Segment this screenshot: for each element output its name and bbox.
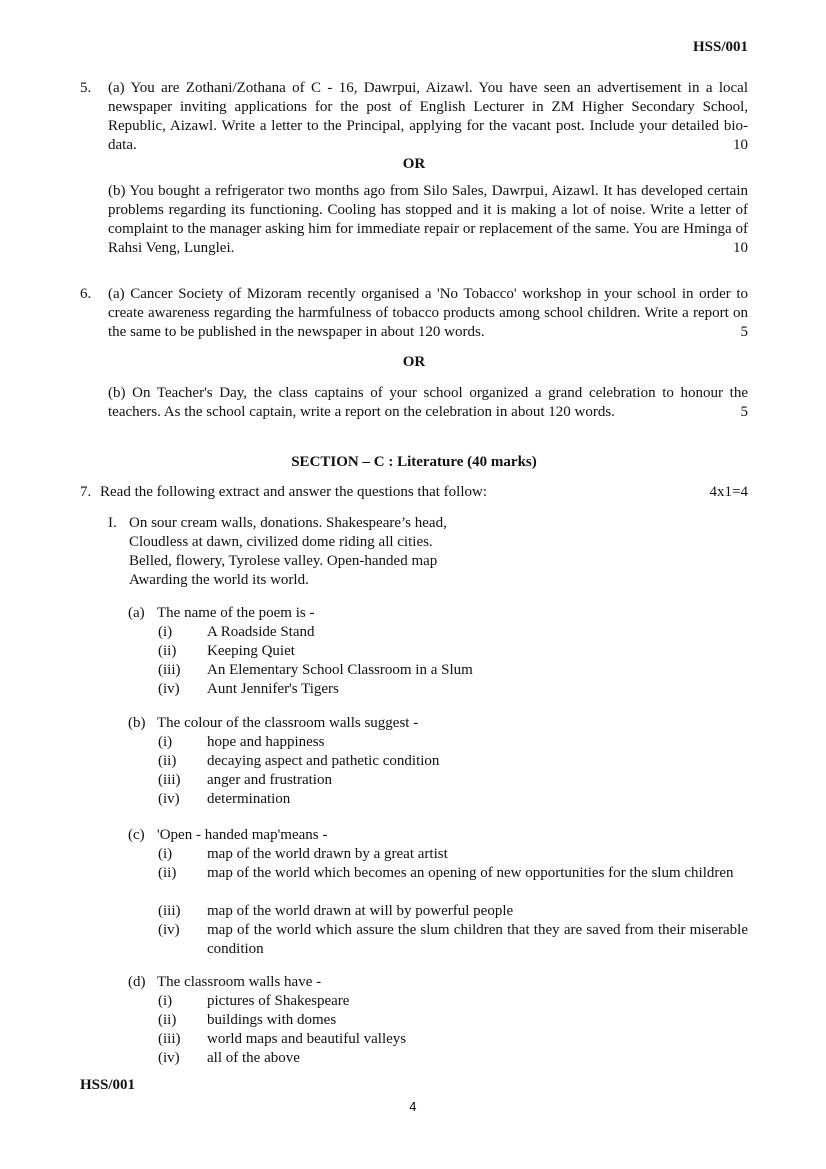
sub-question-stem: The name of the poem is -: [157, 605, 315, 621]
option-text: Aunt Jennifer's Tigers: [207, 681, 339, 697]
option-label: (ii): [158, 1012, 177, 1028]
option-label: (ii): [158, 865, 177, 881]
option-label: (ii): [158, 643, 177, 659]
option-text: map of the world drawn by a great artist: [207, 846, 448, 862]
poem-line: Belled, flowery, Tyrolese valley. Open-handed map: [129, 553, 438, 569]
or-divider: OR: [402, 354, 426, 370]
option-text: An Elementary School Classroom in a Slum: [207, 662, 473, 678]
sub-question-stem: 'Open - handed map'means -: [157, 827, 328, 843]
sub-question-label: (d): [128, 974, 146, 990]
marks: 10: [733, 240, 748, 256]
option-text: decaying aspect and pathetic condition: [207, 753, 440, 769]
sub-question-label: (a): [128, 605, 145, 621]
option-text: map of the world which becomes an opening of new opportunities for the slum children: [207, 865, 734, 881]
question-6a-text: [108, 285, 748, 342]
option-text: determination: [207, 791, 291, 807]
marks: 5: [740, 404, 748, 420]
option-label: (ii): [158, 753, 177, 769]
option-text: buildings with domes: [207, 1012, 337, 1028]
poem-line: Awarding the world its world.: [129, 572, 309, 588]
option-label: (iii): [158, 662, 181, 678]
option-text: all of the above: [207, 1050, 300, 1066]
poem-line: Cloudless at dawn, civilized dome riding all cities.: [129, 534, 433, 550]
option-text: map of the world which assure the slum children that they are saved from their miserable condition: [207, 922, 748, 957]
option-label: (iv): [158, 681, 180, 697]
option-text: world maps and beautiful valleys: [207, 1031, 407, 1047]
option-text: A Roadside Stand: [207, 624, 315, 640]
extract-number: I.: [108, 515, 117, 531]
option-label: (iii): [158, 772, 181, 788]
page-number: 4: [409, 1100, 417, 1114]
question-text: (a) You are Zothani/Zothana of C - 16, Dawrpui, Aizawl. You have seen an advertisement in a local newspaper inviting applications for the post of English Lecturer in ZM Higher Secondary School, Republic, Aizawl. Write a letter to the Principal, applying for the vacant post. Include your detailed bio-data.: [108, 80, 748, 153]
option-text: hope and happiness: [207, 734, 325, 750]
poem-extract: [108, 514, 628, 594]
marks: 4x1=4: [709, 484, 748, 500]
option-text: Keeping Quiet: [207, 643, 295, 659]
poem-line: On sour cream walls, donations. Shakespeare’s head,: [129, 515, 447, 531]
option-label: (iv): [158, 791, 180, 807]
option-text: map of the world drawn at will by powerful people: [207, 903, 514, 919]
footer-code: HSS/001: [80, 1077, 136, 1093]
option-label: (iii): [158, 903, 181, 919]
option-label: (i): [158, 624, 173, 640]
question-number: 7.: [80, 484, 92, 500]
option-text: anger and frustration: [207, 772, 332, 788]
option-label: (i): [158, 993, 173, 1009]
question-5b-text: [108, 182, 748, 258]
sub-question-label: (b): [128, 715, 146, 731]
or-divider: OR: [402, 156, 426, 172]
sub-question-label: (c): [128, 827, 145, 843]
question-5a-text: [108, 79, 748, 155]
question-number: 5.: [80, 80, 92, 96]
question-6b-text: [108, 384, 748, 422]
question-text: Read the following extract and answer the questions that follow:: [100, 484, 487, 500]
marks: 10: [733, 137, 748, 153]
option-label: (iv): [158, 922, 180, 938]
marks: 5: [740, 324, 748, 340]
header-code: HSS/001: [692, 39, 748, 55]
sub-question-stem: The classroom walls have -: [157, 974, 322, 990]
question-text: (b) On Teacher's Day, the class captains of your school organized a grand celebration to honour the teachers. As the school captain, write a report on the celebration in about 120 words.: [108, 385, 748, 420]
sub-question-stem: The colour of the classroom walls suggest -: [157, 715, 419, 731]
option-label: (iv): [158, 1050, 180, 1066]
question-text: (b) You bought a refrigerator two months ago from Silo Sales, Dawrpui, Aizawl. It has developed certain problems regarding its functioning. Cooling has stopped and it is making a lot of noise. Write a letter of complaint to the manager asking him for immediate repair or replacement of the same. You are Hminga of Rahsi Veng, Lunglei.: [108, 183, 748, 256]
question-number: 6.: [80, 286, 92, 302]
option-label: (iii): [158, 1031, 181, 1047]
option-label: (i): [158, 846, 173, 862]
option-text: pictures of Shakespeare: [207, 993, 350, 1009]
section-title: SECTION – C : Literature (40 marks): [291, 454, 537, 470]
option-label: (i): [158, 734, 173, 750]
question-text: (a) Cancer Society of Mizoram recently organised a 'No Tobacco' workshop in your school in order to create awareness regarding the harmfulness of tobacco products among school children. Write a report on the same to be published in the newspaper in about 120 words.: [108, 286, 748, 340]
